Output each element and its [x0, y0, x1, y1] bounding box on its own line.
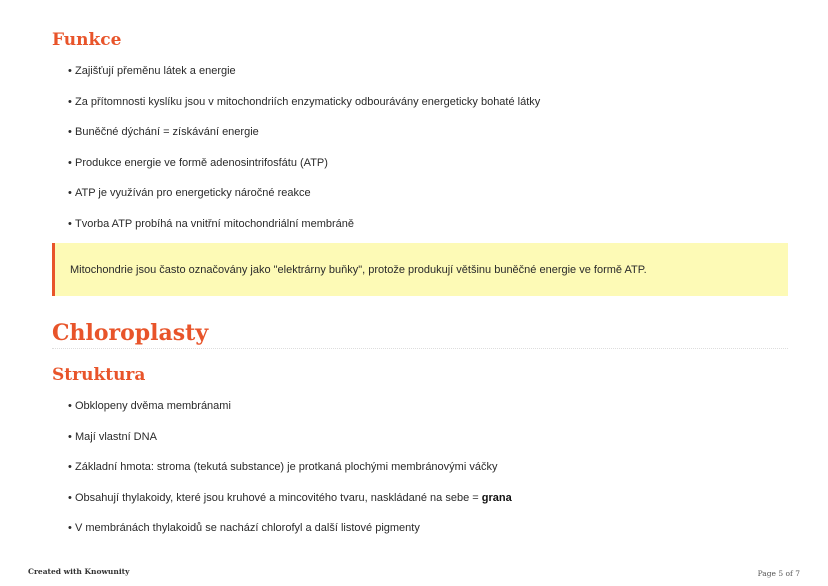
bullet-icon: •: [68, 95, 72, 108]
emphasis-term: grana: [481, 491, 512, 504]
page-number: Page 5 of 7: [757, 569, 800, 578]
list-item-text: V membránách thylakoidů se nachází chlorofyl a další listové pigmenty: [75, 522, 420, 535]
bullet-icon: •: [68, 430, 72, 443]
bullet-icon: •: [68, 217, 72, 230]
list-item-text: Za přítomnosti kyslíku jsou v mitochondriích enzymaticky odbourávány energeticky bohaté látky: [75, 95, 541, 108]
section-heading-chloroplasty: Chloroplasty: [52, 320, 209, 346]
list-item: [68, 399, 788, 413]
list-item-text: Produkce energie ve formě adenosintrifosfátu (ATP): [75, 156, 328, 169]
list-item: [68, 460, 788, 474]
list-item: [68, 521, 788, 535]
list-item-text: Buněčné dýchání = získávání energie: [75, 126, 259, 139]
list-item: [68, 491, 788, 505]
list-item-text: ATP je využíván pro energeticky náročné reakce: [75, 187, 311, 200]
list-item: [68, 430, 788, 444]
info-callout: [52, 243, 788, 296]
bullet-icon: •: [68, 522, 72, 535]
section-heading-struktura: Struktura: [52, 365, 146, 385]
list-item-text: Zajišťují přeměnu látek a energie: [75, 65, 236, 77]
list-item: [68, 186, 788, 200]
list-item-text: Obklopeny dvěma membránami: [75, 400, 231, 412]
list-item-text: Základní hmota: stroma (tekutá substance) je protkaná plochými membránovými váčky: [75, 461, 498, 474]
struktura-list: [68, 399, 788, 552]
bullet-icon: •: [68, 400, 72, 412]
list-item-text: Obsahují thylakoidy, které jsou kruhové a mincovitého tvaru, naskládané na sebe =: [75, 491, 482, 504]
list-item-text: Mají vlastní DNA: [75, 430, 157, 443]
list-item-text: Tvorba ATP probíhá na vnitřní mitochondriální membráně: [75, 217, 355, 230]
list-item: [68, 217, 788, 231]
bullet-icon: •: [68, 126, 72, 139]
list-item: [68, 95, 788, 109]
list-item: [68, 156, 788, 170]
bullet-icon: •: [68, 491, 72, 504]
funkce-list: [68, 64, 788, 248]
list-item: [68, 64, 788, 78]
list-item: [68, 125, 788, 139]
bullet-icon: •: [68, 65, 72, 77]
bullet-icon: •: [68, 461, 72, 474]
callout-text: Mitochondrie jsou často označovány jako "elektrárny buňky", protože produkují většinu buněčné energie ve formě ATP.: [70, 264, 647, 276]
bullet-icon: •: [68, 156, 72, 169]
section-heading-funkce: Funkce: [52, 30, 122, 50]
bullet-icon: •: [68, 187, 72, 200]
footer-credit: Created with Knowunity: [28, 567, 130, 576]
heading-divider: [52, 348, 788, 349]
